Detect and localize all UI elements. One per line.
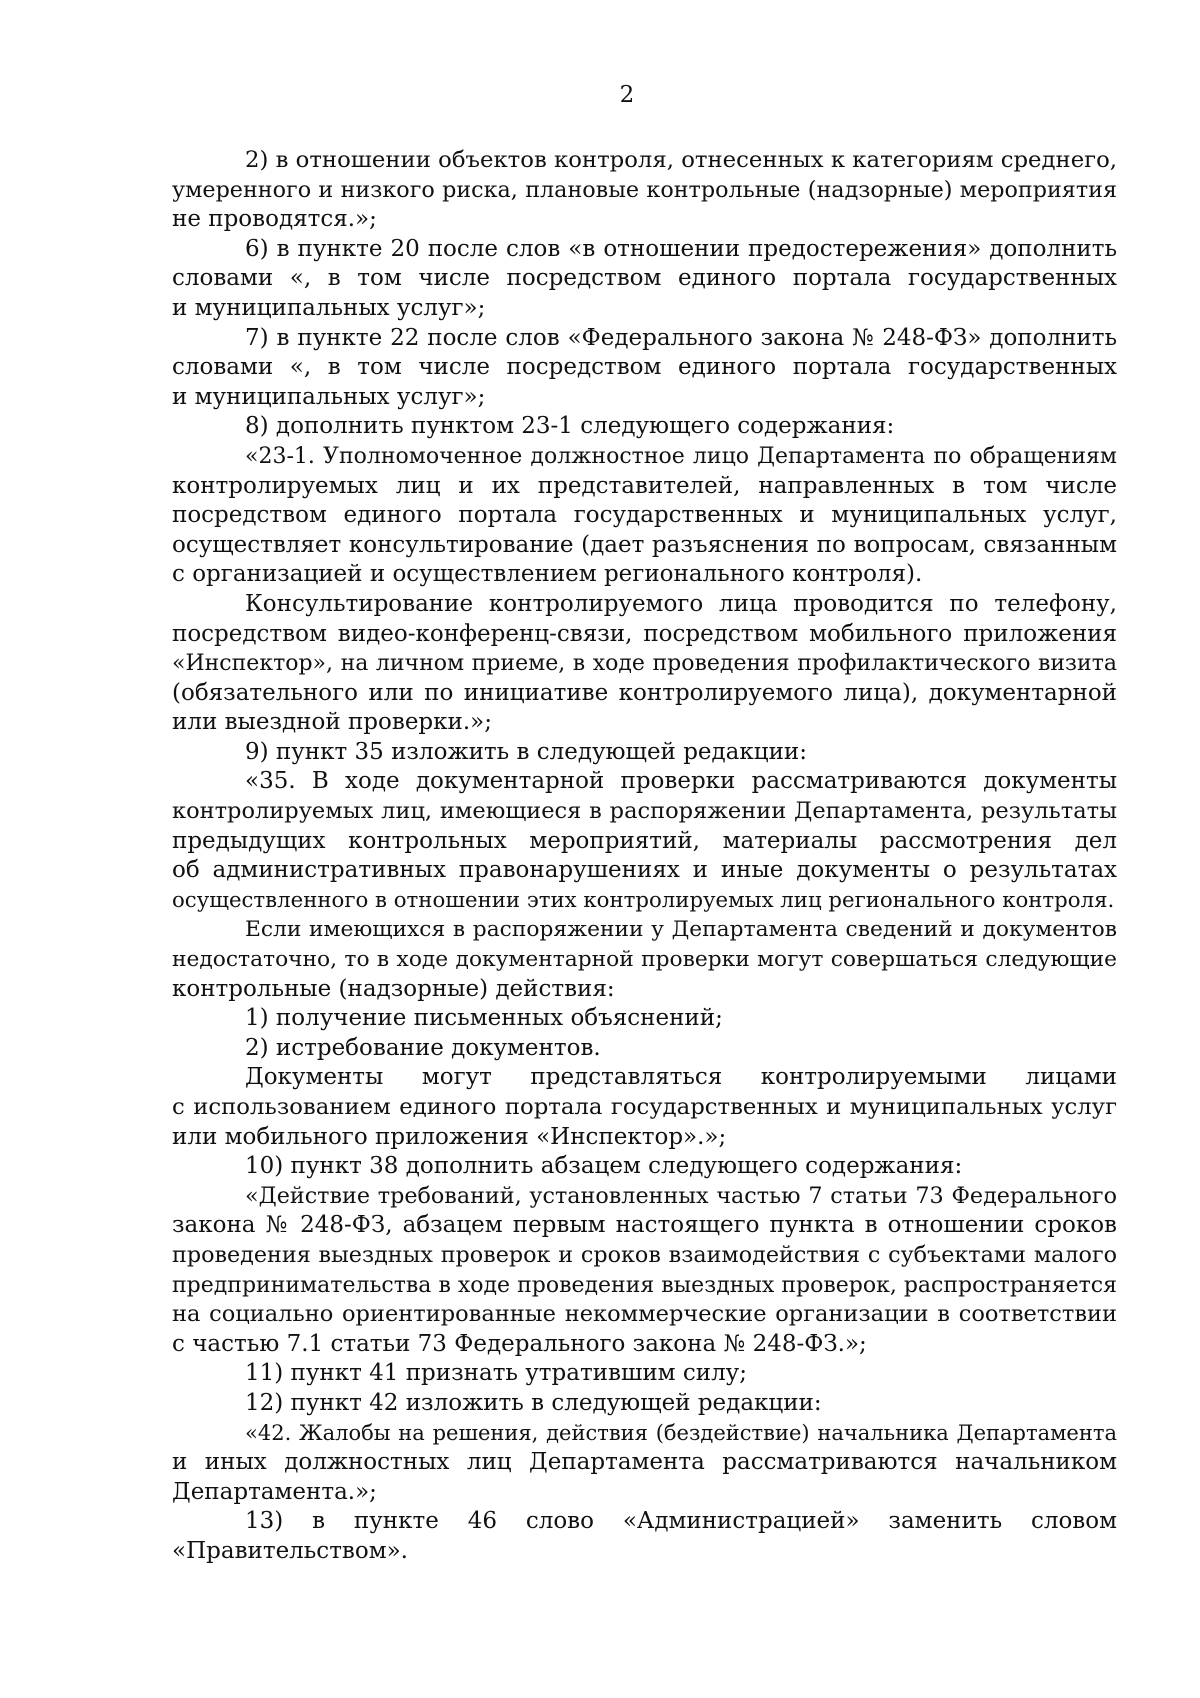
text-line: и иных должностных лиц Департамента рассматриваются начальником — [172, 1449, 1117, 1476]
text-line: словами «, в том числе посредством единого портала государственных — [172, 265, 1117, 292]
paragraph — [172, 1182, 1117, 1360]
text-line: осуществляет консультирование (дает разъяснения по вопросам, связанным — [172, 531, 1117, 558]
text-line: «35. В ходе документарной проверки рассматриваются документы — [245, 768, 1117, 795]
text-line: 2) истребование документов. — [245, 1034, 601, 1061]
text-line: или выездной проверки.»; — [172, 709, 492, 736]
text-line: «Инспектор», на личном приеме, в ходе проведения профилактического визита — [172, 651, 1117, 677]
text-line: Консультирование контролируемого лица проводится по телефону, — [245, 590, 1117, 617]
paragraph — [172, 1389, 1117, 1419]
text-line: 11) пункт 41 признать утратившим силу; — [245, 1360, 747, 1387]
text-line: контрольные (надзорные) действия: — [172, 975, 615, 1002]
paragraph — [172, 915, 1117, 1004]
text-line: не проводятся.»; — [172, 206, 377, 233]
text-line: об административных правонарушениях и иные документы о результатах — [172, 857, 1117, 884]
paragraph — [172, 767, 1117, 915]
text-line: посредством единого портала государственных и муниципальных услуг, — [172, 502, 1117, 529]
text-line: недостаточно, то в ходе документарной проверки могут совершаться следующие — [172, 947, 1117, 973]
paragraph — [172, 1034, 1117, 1064]
paragraph — [172, 442, 1117, 590]
text-line: с использованием единого портала государственных и муниципальных услуг — [172, 1094, 1117, 1120]
text-line: 6) в пункте 20 после слов «в отношении предостережения» дополнить — [245, 235, 1117, 262]
paragraph — [172, 590, 1117, 738]
text-line: предыдущих контрольных мероприятий, материалы рассмотрения дел — [172, 827, 1117, 854]
text-line: с организацией и осуществлением регионального контроля). — [172, 561, 923, 588]
paragraph — [172, 1152, 1117, 1182]
text-line: 7) в пункте 22 после слов «Федерального закона № 248-ФЗ» дополнить — [245, 324, 1117, 351]
text-line: и муниципальных услуг»; — [172, 294, 486, 321]
text-line: закона № 248-ФЗ, абзацем первым настоящего пункта в отношении сроков — [172, 1212, 1117, 1239]
paragraph — [172, 412, 1117, 442]
paragraph — [172, 1004, 1117, 1034]
document-body — [172, 146, 1117, 1567]
text-line: или мобильного приложения «Инспектор».»; — [172, 1123, 727, 1150]
paragraph — [172, 235, 1117, 324]
paragraph — [172, 1359, 1117, 1389]
text-line: 9) пункт 35 изложить в следующей редакции: — [245, 738, 807, 765]
text-line: предпринимательства в ходе проведения выездных проверок, распространяется — [172, 1272, 1117, 1298]
text-line: контролируемых лиц, имеющиеся в распоряжении Департамента, результаты — [172, 798, 1117, 825]
paragraph — [172, 1419, 1117, 1508]
text-line: 12) пункт 42 изложить в следующей редакции: — [245, 1389, 822, 1416]
text-line: «Действие требований, установленных частью 7 статьи 73 Федерального — [245, 1182, 1117, 1209]
text-line: 13) в пункте 46 слово «Администрацией» заменить словом — [245, 1508, 1117, 1535]
text-line: умеренного и низкого риска, плановые контрольные (надзорные) мероприятия — [172, 176, 1117, 203]
text-line: 8) дополнить пунктом 23-1 следующего содержания: — [245, 413, 895, 440]
page-number: 2 — [619, 82, 635, 108]
text-line: осуществленного в отношении этих контролируемых лиц регионального контроля. — [172, 887, 1115, 913]
paragraph — [172, 1063, 1117, 1152]
text-line: Документы могут представляться контролируемыми лицами — [245, 1064, 1117, 1091]
paragraph — [172, 1507, 1117, 1566]
text-line: (обязательного или по инициативе контролируемого лица), документарной — [172, 679, 1117, 706]
text-line: «23-1. Уполномоченное должностное лицо Департамента по обращениям — [245, 443, 1117, 469]
text-line: контролируемых лиц и их представителей, направленных в том числе — [172, 472, 1117, 499]
text-line: Департамента.»; — [172, 1478, 377, 1505]
text-line: словами «, в том числе посредством единого портала государственных — [172, 354, 1117, 381]
paragraph — [172, 738, 1117, 768]
text-line: и муниципальных услуг»; — [172, 383, 486, 410]
text-line: с частью 7.1 статьи 73 Федерального закона № 248-ФЗ.»; — [172, 1330, 867, 1357]
text-line: «Правительством». — [172, 1537, 408, 1564]
text-line: 1) получение письменных объяснений; — [245, 1005, 723, 1032]
text-line: проведения выездных проверок и сроков взаимодействия с субъектами малого — [172, 1241, 1117, 1268]
text-line: 2) в отношении объектов контроля, отнесенных к категориям среднего, — [245, 147, 1117, 173]
text-line: «42. Жалобы на решения, действия (бездействие) начальника Департамента — [245, 1420, 1117, 1445]
text-line: 10) пункт 38 дополнить абзацем следующего содержания: — [245, 1153, 963, 1180]
paragraph — [172, 324, 1117, 413]
text-line: на социально ориентированные некоммерческие организации в соответствии — [172, 1301, 1117, 1328]
text-line: посредством видео-конференц-связи, посредством мобильного приложения — [172, 620, 1117, 647]
text-line: Если имеющихся в распоряжении у Департамента сведений и документов — [245, 917, 1117, 943]
paragraph — [172, 146, 1117, 235]
